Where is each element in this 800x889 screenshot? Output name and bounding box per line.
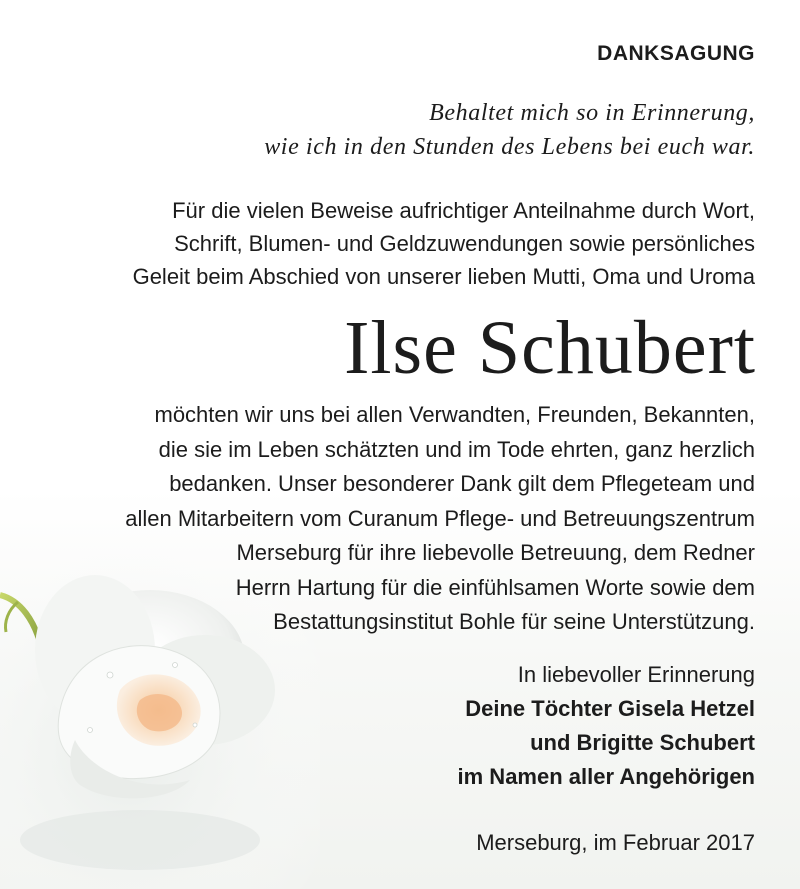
deceased-name: Ilse Schubert (344, 306, 756, 390)
thanks-line: die sie im Leben schätzten und im Tode ehrten, ganz herzlich (158, 436, 755, 462)
intro-line: Für die vielen Beweise aufrichtiger Anteilnahme durch Wort, (172, 198, 755, 223)
motto-line: wie ich in den Stunden des Lebens bei euch war. (264, 134, 755, 160)
motto-quote (264, 96, 755, 164)
signature-line: und Brigitte Schubert (530, 730, 755, 755)
signature-block (458, 658, 755, 794)
intro-line: Geleit beim Abschied von unserer lieben Mutti, Oma und Uroma (132, 264, 755, 289)
signature-line: Deine Töchter Gisela Hetzel (465, 696, 755, 721)
thanks-line: Herrn Hartung für die einfühlsamen Worte sowie dem (235, 574, 755, 600)
intro-paragraph (133, 194, 755, 293)
thanks-line: möchten wir uns bei allen Verwandten, Freunden, Bekannten, (154, 402, 755, 427)
place-date: Merseburg, im Februar 2017 (476, 830, 755, 855)
thanks-line: allen Mitarbeitern vom Curanum Pflege- und Betreuungszentrum (125, 505, 755, 531)
signature-line: im Namen aller Angehörigen (457, 764, 755, 789)
thanks-line: Bestattungsinstitut Bohle für seine Unterstützung. (273, 609, 755, 634)
notice-heading: DANKSAGUNG (597, 42, 755, 65)
intro-line: Schrift, Blumen- und Geldzuwendungen sowie persönliches (174, 231, 755, 256)
thanks-line: bedanken. Unser besonderer Dank gilt dem Pflegeteam und (169, 471, 755, 496)
thanks-paragraph (125, 398, 755, 640)
thanks-line: Merseburg für ihre liebevolle Betreuung, dem Redner (236, 540, 755, 565)
motto-line: Behaltet mich so in Erinnerung, (429, 100, 755, 126)
signature-intro: In liebevoller Erinnerung (517, 662, 755, 687)
